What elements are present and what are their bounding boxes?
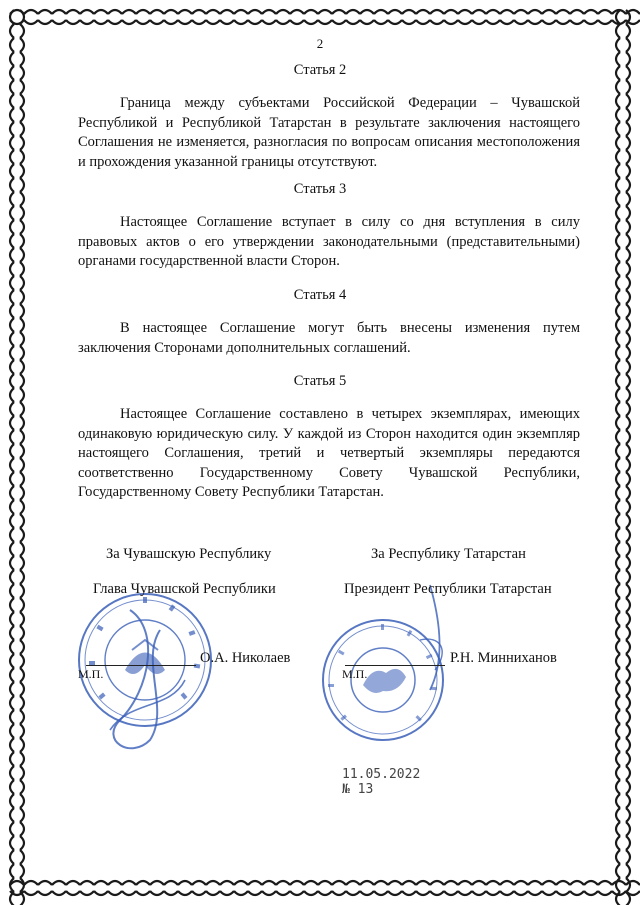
article-4-text: В настоящее Соглашение могут быть внесены изменения путем заключения Сторонами дополнительных соглашений.: [78, 320, 580, 356]
right-mp-label: М.П.: [342, 667, 368, 681]
signature-mark: [400, 580, 470, 700]
signature-mark: [90, 600, 200, 770]
left-mp-label: М.П.: [78, 667, 104, 681]
right-position-label: Президент Республики Татарстан: [344, 581, 552, 597]
left-position-label: Глава Чувашской Республики: [93, 581, 276, 597]
article-3-text: Настоящее Соглашение вступает в силу со дня вступления в силу правовых актов о его утверждении законодательными (представительными) органами государственной власти Сторон.: [78, 214, 580, 269]
article-5-heading: Статья 5: [293, 373, 347, 389]
registration-number: № 13: [342, 782, 374, 797]
left-signatory-name: О.А. Николаев: [200, 650, 291, 666]
registration-date: 11.05.2022: [342, 767, 421, 782]
left-signature-line: [86, 665, 196, 666]
article-3-heading: Статья 3: [293, 181, 347, 197]
right-signatory-name: Р.Н. Минниханов: [450, 650, 557, 666]
article-4-heading: Статья 4: [293, 287, 347, 303]
right-signature-line: [345, 665, 445, 666]
right-party-label: За Республику Татарстан: [371, 546, 526, 562]
article-5-text: Настоящее Соглашение составлено в четырех экземплярах, имеющих одинаковую юридическую силу. У каждой из Сторон находится один экземпляр настоящего Соглашения, третий и четвертый экземпляры передаются соответственно Государственному Совету Чувашской Республики, Государственному Совету Республики Татарстан.: [78, 406, 580, 500]
left-party-label: За Чувашскую Республику: [106, 546, 272, 562]
page-number: 2: [316, 36, 324, 51]
article-2-heading: Статья 2: [293, 62, 347, 78]
article-2-text: Граница между субъектами Российской Федерации – Чувашской Республикой и Республикой Татарстан в результате заключения настоящего Соглашения не изменяется, разногласия по вопросам описания местоположения и прохождения указанной границы отсутствуют.: [78, 95, 580, 170]
